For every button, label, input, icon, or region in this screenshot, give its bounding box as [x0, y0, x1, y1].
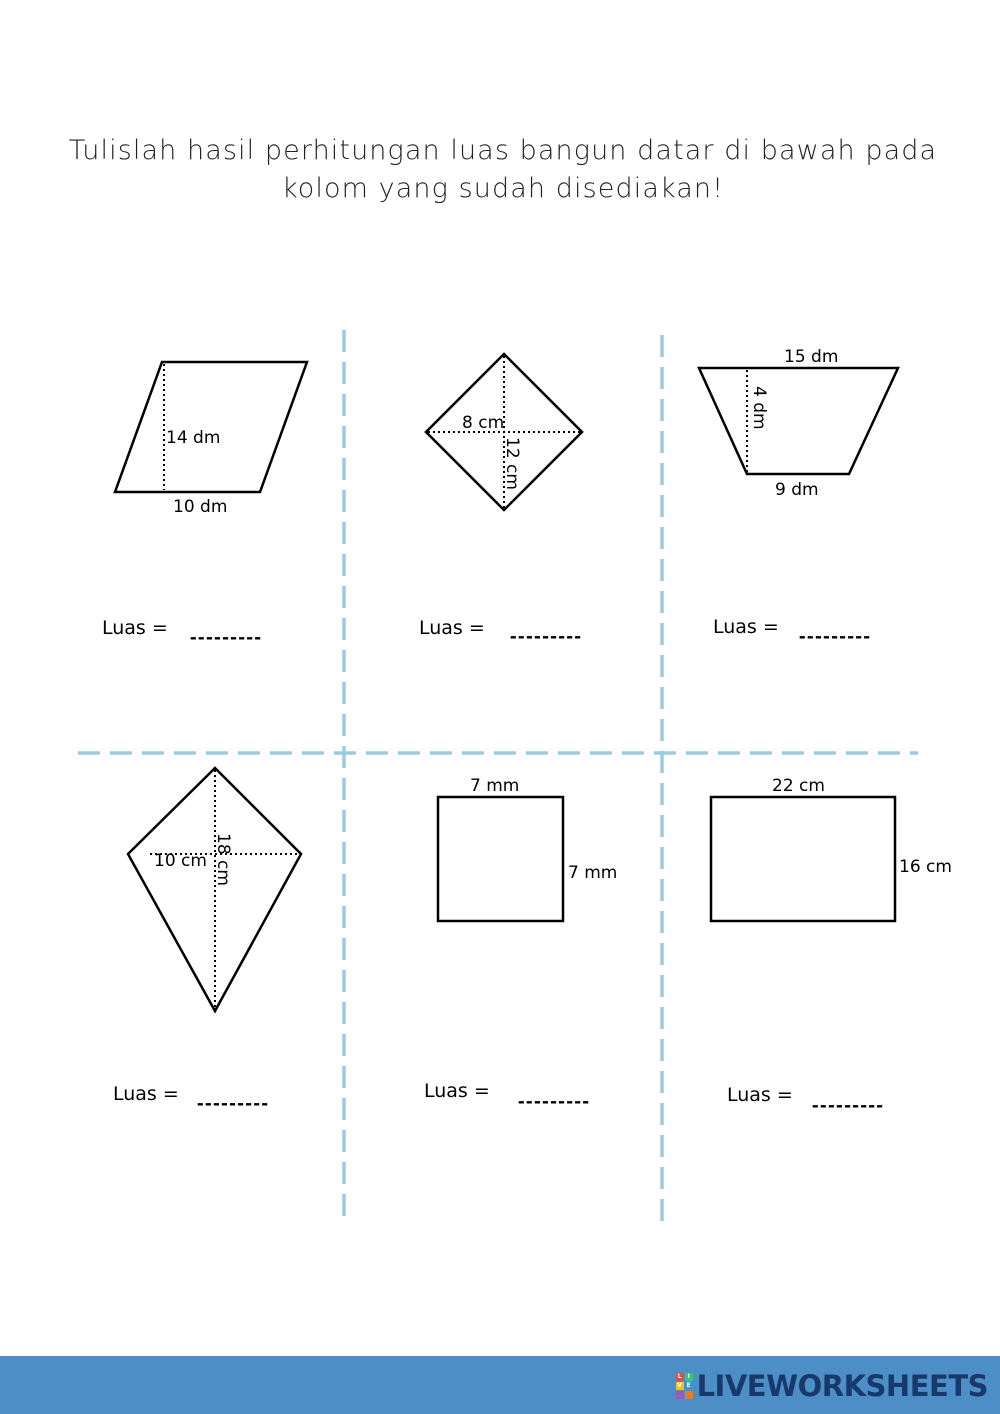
answer-input-parallelogram[interactable]: [180, 625, 272, 651]
rectangle-length-label: 22 cm: [772, 776, 825, 796]
footer-bar: [0, 1356, 1000, 1414]
square-figure: [438, 776, 617, 921]
rhombus-diagonal2-label: 12 cm: [502, 437, 522, 490]
answer-input-trapezoid[interactable]: [789, 624, 881, 650]
brand-logo-icon: [676, 1373, 693, 1399]
square-top-label: 7 mm: [470, 776, 520, 796]
instructions-line-1: Tulislah hasil perhitungan luas bangun datar di bawah pada: [68, 135, 938, 166]
brand[interactable]: [676, 1370, 988, 1402]
kite-shape: [128, 768, 301, 1011]
kite-figure: [128, 768, 301, 1011]
rhombus-figure: [426, 354, 582, 510]
brand-logo-cell: [685, 1391, 693, 1399]
luas-label-square: Luas =: [424, 1080, 490, 1102]
brand-logo-cell: L: [676, 1373, 684, 1381]
trapezoid-height-label: 4 dm: [749, 386, 769, 430]
kite-diagonal1-label: 10 cm: [154, 851, 207, 871]
rectangle-figure: [711, 776, 952, 921]
parallelogram-base-label: 10 dm: [173, 497, 228, 517]
kite-diagonal2-label: 18 cm: [213, 833, 233, 886]
luas-label-kite: Luas =: [113, 1083, 179, 1105]
answer-input-rectangle[interactable]: [802, 1093, 894, 1119]
luas-label-rectangle: Luas =: [727, 1084, 793, 1106]
parallelogram-height-label: 14 dm: [166, 428, 221, 448]
trapezoid-top-label: 15 dm: [784, 347, 839, 367]
parallelogram-shape: [115, 362, 307, 492]
luas-label-rhombus: Luas =: [419, 617, 485, 639]
instructions-line-2: kolom yang sudah disediakan!: [281, 173, 725, 204]
square-shape: [438, 797, 563, 921]
luas-label-parallelogram: Luas =: [102, 617, 168, 639]
rhombus-diagonal1-label: 8 cm: [462, 413, 505, 433]
square-side-label: 7 mm: [568, 863, 618, 883]
luas-label-trapezoid: Luas =: [713, 616, 779, 638]
answer-input-kite[interactable]: [187, 1091, 279, 1117]
rectangle-shape: [711, 797, 895, 921]
brand-logo-cell: I: [685, 1373, 693, 1381]
answer-input-rhombus[interactable]: [500, 624, 592, 650]
rectangle-width-label: 16 cm: [899, 857, 952, 877]
brand-name: LIVEWORKSHEETS: [696, 1369, 988, 1403]
brand-logo-cell: [676, 1391, 684, 1399]
trapezoid-figure: [699, 347, 898, 500]
brand-logo-cell: E: [686, 1382, 691, 1389]
trapezoid-bottom-label: 9 dm: [775, 480, 819, 500]
trapezoid-shape: [699, 368, 898, 474]
brand-logo-cell: V: [677, 1382, 682, 1389]
parallelogram-figure: [115, 362, 307, 517]
answer-input-square[interactable]: [508, 1089, 600, 1115]
